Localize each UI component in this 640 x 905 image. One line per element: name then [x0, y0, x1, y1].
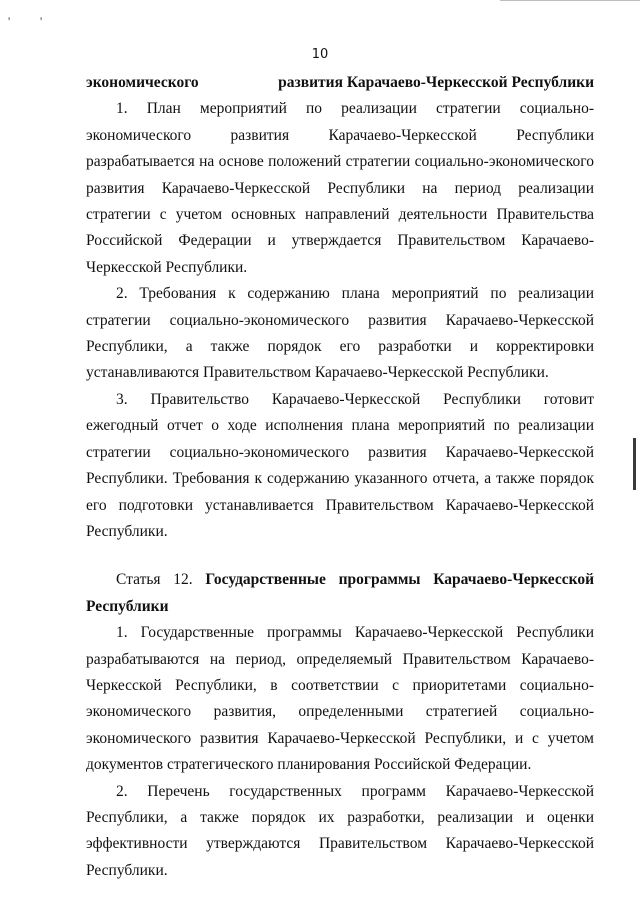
document-body — [86, 70, 594, 884]
article11-paragraph-3: 3. Правительство Карачаево-Черкесской Республики готовит ежегодный отчет о ходе исполнения плана мероприятий по реализации стратегии социально-экономического развития Карачаево-Черкесской Республики. Требования к содержанию указанного отчета, а также порядок его подготовки устанавливается Правительством Карачаево-Черкесской Республики. — [86, 390, 594, 540]
article12-paragraph-1: 1. Государственные программы Карачаево-Черкесской Республики разрабатываются на период, определяемый Правительством Карачаево-Черкесской Республики, в соответствии с приоритетами социально-экономического развития, определенными стратегией социально-экономического развития Карачаево-Черкесской Республики, и с учетом документов стратегического планирования Российской Федерации. — [86, 624, 594, 774]
continued-heading-left: экономического — [86, 74, 199, 91]
continued-heading-line — [86, 70, 594, 96]
article12-label: Статья 12. — [116, 571, 193, 589]
continued-heading-right: развития Карачаево-Черкесской Республики — [278, 74, 594, 91]
article12-title: Государственные программы Карачаево-Черкесской Республики — [86, 571, 594, 615]
scan-mark: ' — [8, 14, 11, 28]
top-edge-rule — [500, 0, 640, 1]
article11-paragraph-1: 1. План мероприятий по реализации стратегии социально-экономического развития Карачаево-Черкесской Республики разрабатывается на основе положений стратегии социально-экономического развития Карачаево-Черкесской Республики на период реализации стратегии с учетом основных направлений деятельности Правительства Российской Федерации и утверждается Правительством Карачаево-Черкесской Республики. — [86, 100, 594, 276]
article12-heading — [86, 567, 594, 620]
scan-edge-mark — [633, 438, 636, 490]
article11-paragraph-2: 2. Требования к содержанию плана мероприятий по реализации стратегии социально-экономического развития Карачаево-Черкесской Республики, а также порядок его разработки и корректировки устанавливаются Правительством Карачаево-Черкесской Республики. — [86, 285, 594, 382]
page-number: 10 — [311, 47, 329, 62]
scan-mark: ' — [40, 14, 43, 28]
article12-paragraph-2: 2. Перечень государственных программ Карачаево-Черкесской Республики, а также порядок их разработки, реализации и оценки эффективности утверждаются Правительством Карачаево-Черкесской Республики. — [86, 782, 594, 879]
